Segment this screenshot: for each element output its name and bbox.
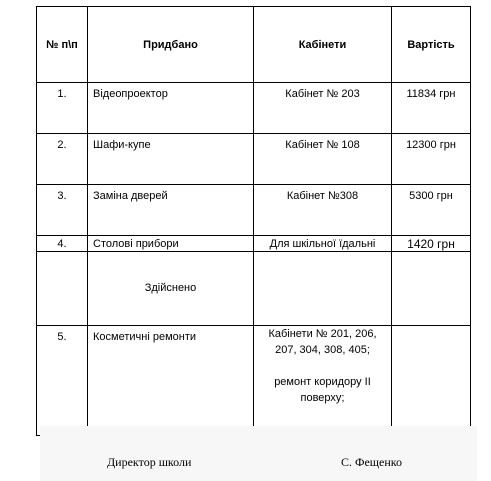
table-row <box>37 134 471 185</box>
row-room: Кабінет № 203 <box>254 83 392 134</box>
section-row <box>37 252 471 326</box>
row-cost <box>392 326 471 436</box>
row-number: 5. <box>37 326 88 436</box>
room-line: Кабінети № 201, 206, <box>268 328 377 340</box>
row-number: 2. <box>37 134 88 185</box>
row-number: 3. <box>37 185 88 236</box>
row-room: Кабінет №308 <box>254 185 392 236</box>
table-header-row <box>37 7 471 83</box>
room-line: ремонт коридору ІІ <box>274 376 371 388</box>
header-cost: Вартість <box>392 7 471 83</box>
room-line: 207, 304, 308, 405; <box>275 344 370 356</box>
room-line: поверху; <box>300 392 345 404</box>
row-room <box>254 326 392 436</box>
section-empty-cell <box>254 252 392 326</box>
row-room: Для шкільної їдальні <box>254 236 392 252</box>
table-row <box>37 83 471 134</box>
row-cost: 1420 грн <box>392 236 471 252</box>
row-item: Шафи-купе <box>88 134 254 185</box>
signature-position: Директор школи <box>107 455 192 469</box>
row-room: Кабінет № 108 <box>254 134 392 185</box>
row-cost: 5300 грн <box>392 185 471 236</box>
table-row <box>37 236 471 252</box>
table-row <box>37 185 471 236</box>
row-item: Заміна дверей <box>88 185 254 236</box>
section-empty-cell <box>37 252 88 326</box>
row-number: 4. <box>37 236 88 252</box>
signature-name: С. Фещенко <box>341 455 403 469</box>
row-number: 1. <box>37 83 88 134</box>
signature-block <box>40 426 477 481</box>
section-empty-cell <box>392 252 471 326</box>
row-item: Відеопроектор <box>88 83 254 134</box>
section-title: Здійснено <box>88 252 254 326</box>
row-cost: 12300 грн <box>392 134 471 185</box>
header-number: № п\п <box>37 7 88 83</box>
report-table <box>36 6 471 436</box>
row-cost: 11834 грн <box>392 83 471 134</box>
header-purchased: Придбано <box>88 7 254 83</box>
row-item: Косметичні ремонти <box>88 326 254 436</box>
table-row <box>37 326 471 436</box>
header-rooms: Кабінети <box>254 7 392 83</box>
row-item: Столові прибори <box>88 236 254 252</box>
